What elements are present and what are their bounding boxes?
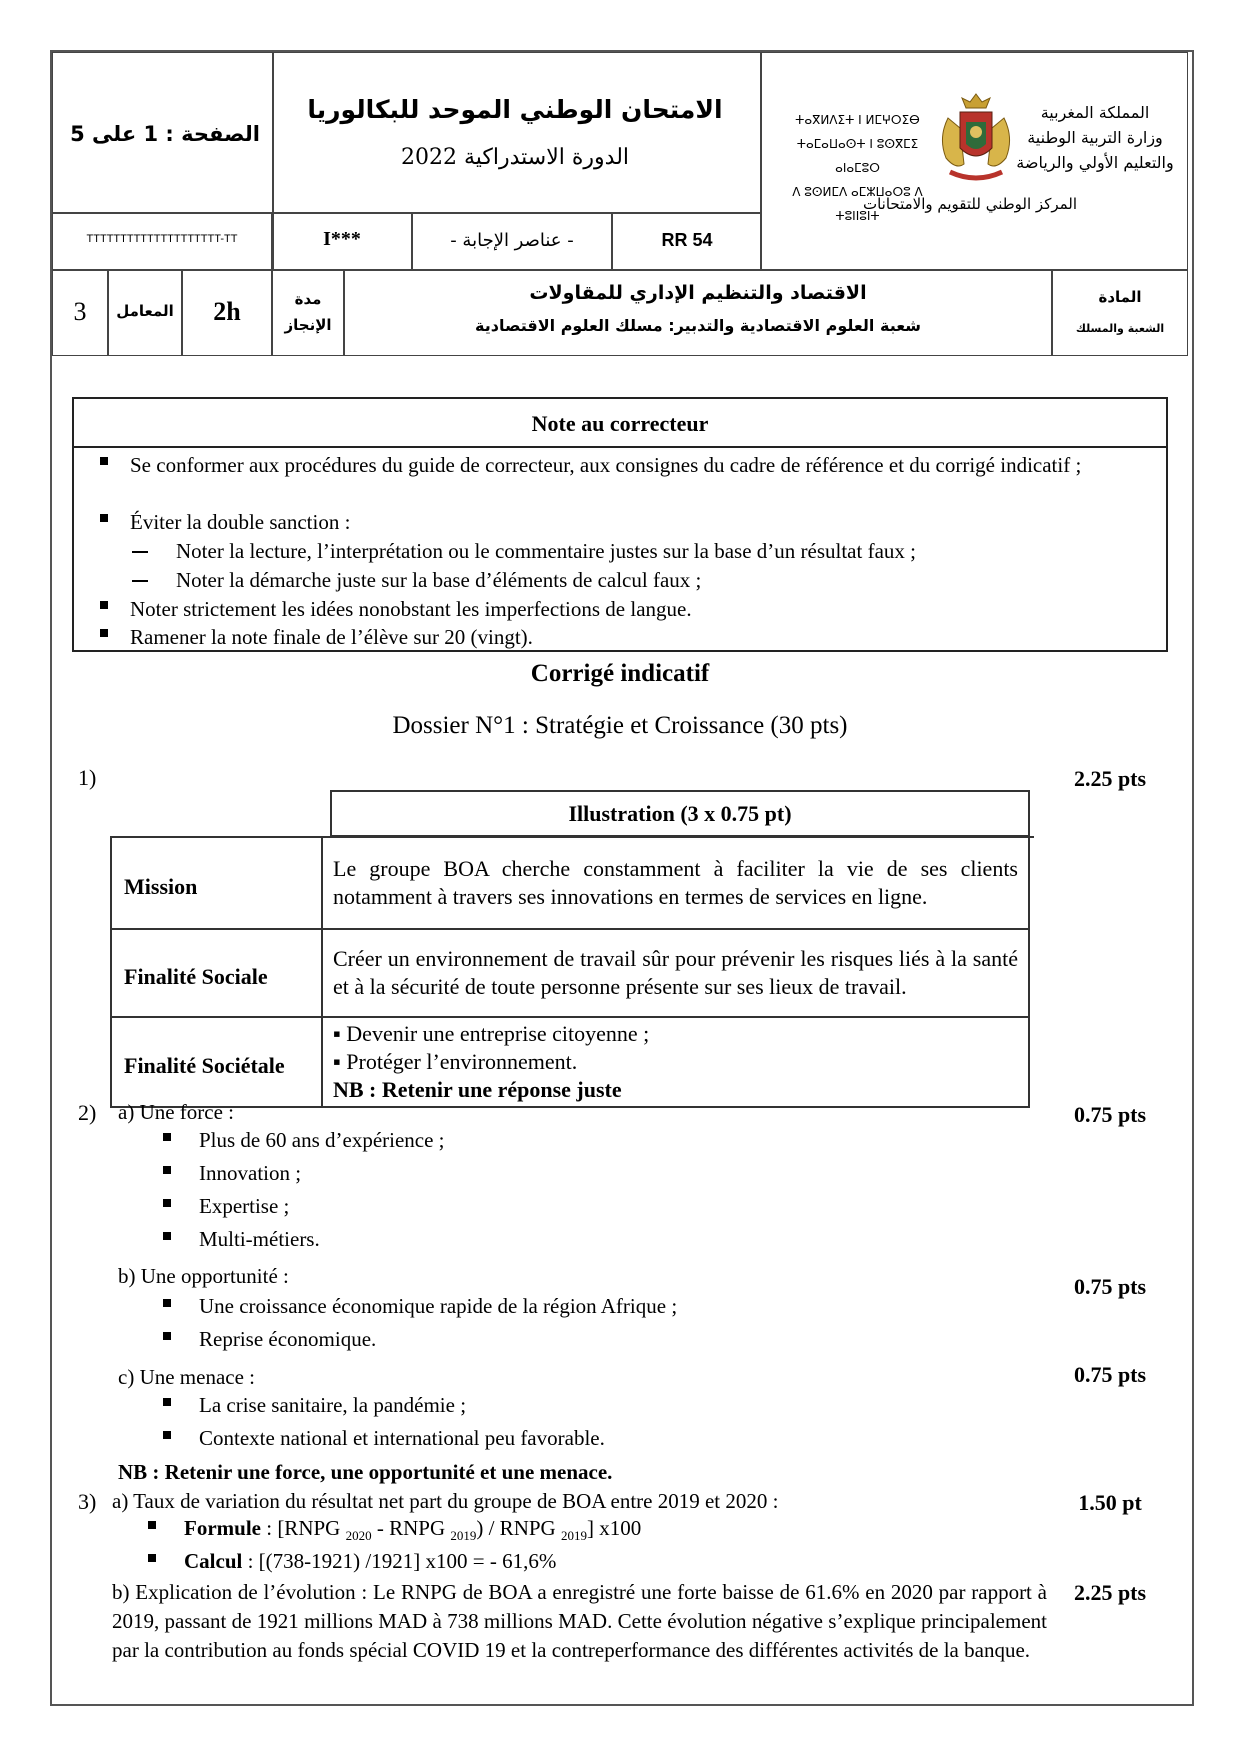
note-item — [100, 623, 1155, 651]
answer-elements-label: - عناصر الإجابة - — [450, 230, 574, 251]
q3-a-points: 1.50 pt — [1078, 1490, 1142, 1515]
q2-number: 2) — [78, 1100, 97, 1125]
subject-name: الاقتصاد والتنظيم الإداري للمقاولات — [529, 282, 867, 304]
row-label: Finalité Sociale — [111, 929, 322, 1017]
table-row — [111, 837, 1029, 929]
note-subitem-text: Noter la démarche juste sur la base d’éléments de calcul faux ; — [176, 568, 702, 592]
q2-c-item — [163, 1426, 605, 1451]
branch-name: شعبة العلوم الاقتصادية والتدبير: مسلك العلوم الاقتصادية — [475, 316, 921, 335]
moroccan-emblem-icon — [930, 88, 1022, 188]
item-text: Innovation ; — [199, 1161, 302, 1185]
row-nb: NB : Retenir une réponse juste — [333, 1077, 622, 1102]
row-text — [322, 1017, 1029, 1107]
formule-part: ] x100 — [586, 1516, 642, 1540]
note-item — [100, 595, 1155, 623]
item-text: La crise sanitaire, la pandémie ; — [199, 1393, 467, 1417]
item-text: Reprise économique. — [199, 1327, 377, 1351]
code-mid: I*** — [323, 228, 361, 250]
tifinagh-line: ⵜⴰⴳⵍⴷⵉⵜ ⵏ ⵍⵎⵖⵔⵉⴱ — [795, 113, 920, 127]
duration-label-line: مدة — [294, 290, 322, 308]
q2-a-item — [163, 1128, 445, 1153]
q3-calcul — [148, 1549, 556, 1574]
page-label: الصفحة : 1 على 5 — [70, 122, 260, 146]
q2-b-item — [163, 1294, 677, 1319]
row-label: Finalité Sociétale — [111, 1017, 322, 1107]
note-item — [100, 451, 1155, 479]
note-subitem — [130, 537, 1155, 565]
row-label: Mission — [111, 837, 322, 929]
note-title: Note au correcteur — [531, 411, 709, 436]
row-text: Créer un environnement de travail sûr pour prévenir les risques liés à la santé et à la sécurité de toute personne présente sur ses lieux de travail. — [322, 929, 1029, 1017]
q3-b-points: 2.25 pts — [1073, 1580, 1147, 1605]
q3-a-label: a) Taux de variation du résultat net part du groupe de BOA entre 2019 et 2020 : — [112, 1489, 779, 1513]
q2-c-item — [163, 1393, 466, 1418]
formule-part: ) / RNPG — [476, 1516, 561, 1540]
dossier-title: Dossier N°1 : Stratégie et Croissance (30 pts) — [392, 712, 848, 739]
formule-sub: 2019 — [560, 1528, 587, 1544]
item-text: Multi-métiers. — [199, 1227, 320, 1251]
formule-sub: 2020 — [345, 1528, 372, 1544]
note-item-text: Se conformer aux procédures du guide de correcteur, aux consignes du cadre de référence et du corrigé indicatif ; — [130, 453, 1082, 477]
coef-value: 3 — [73, 297, 87, 326]
note-item-text: Noter strictement les idées nonobstant les imperfections de langue. — [130, 597, 692, 621]
divider — [72, 446, 1168, 448]
q2-c-points: 0.75 pts — [1073, 1362, 1147, 1387]
q2-a-item — [163, 1194, 289, 1219]
duration-value: 2h — [213, 297, 241, 326]
q1-table-header-text: Illustration (3 x 0.75 pt) — [568, 801, 792, 826]
table-row — [111, 929, 1029, 1017]
subject-label-cell — [1052, 270, 1188, 356]
item-text: Expertise ; — [199, 1194, 290, 1218]
q1-table — [110, 836, 1030, 1108]
formule-label: Formule — [184, 1516, 261, 1540]
coef-label: المعامل — [116, 302, 174, 320]
code-left: TTTTTTTTTTTTTTTTTTTT-TT — [86, 233, 238, 245]
note-subitem-text: Noter la lecture, l’interprétation ou le commentaire justes sur la base d’un résultat faux ; — [176, 539, 916, 563]
q3-b-text: b) Explication de l’évolution : Le RNPG de BOA a enregistré une forte baisse de 61.6% en 2020 par rapport à 2019, passant de 1921 millions MAD à 738 millions MAD. Cette évolution négative s’explique principalement par la contribution au fonds spécial COVID 19 et la contreperformance des différentes activités de la banque. — [112, 1580, 1047, 1662]
q2-c-label: c) Une menace : — [118, 1365, 256, 1389]
q1-number: 1) — [78, 765, 97, 790]
ministry-tifinagh — [775, 108, 940, 228]
item-text: Contexte national et international peu favorable. — [199, 1426, 605, 1450]
branch-label: الشعبة والمسلك — [1075, 322, 1165, 335]
note-item-text: Éviter la double sanction : — [130, 510, 351, 534]
row-line: ▪ Devenir une entreprise citoyenne ; — [333, 1021, 650, 1046]
q2-a-item — [163, 1227, 320, 1252]
q2-b-label: b) Une opportunité : — [118, 1264, 289, 1288]
note-item-text: Ramener la note finale de l’élève sur 20 (vingt). — [130, 625, 533, 649]
item-text: Plus de 60 ans d’expérience ; — [199, 1128, 445, 1152]
code-right: RR 54 — [661, 230, 713, 250]
corrige-title: Corrigé indicatif — [530, 660, 710, 687]
session-label: الدورة الاستدراكية 2022 — [400, 145, 630, 170]
q2-a-label: a) Une force : — [118, 1100, 235, 1124]
calcul-label: Calcul — [184, 1549, 243, 1573]
q2-nb: NB : Retenir une force, une opportunité et une menace. — [118, 1460, 613, 1484]
ministry-line: المملكة المغربية — [1040, 103, 1150, 122]
ministry-line: والتعليم الأولي والرياضة — [1016, 153, 1174, 172]
formule-sub: 2019 — [450, 1528, 477, 1544]
ministry-line: وزارة التربية الوطنية — [1027, 128, 1163, 147]
q2-b-points: 0.75 pts — [1073, 1274, 1147, 1299]
exam-title: الامتحان الوطني الموحد للبكالوريا — [307, 95, 723, 124]
note-item — [100, 508, 1155, 536]
formule-part: : [RNPG — [260, 1516, 346, 1540]
note-subitem — [130, 566, 1155, 594]
q2-a-points: 0.75 pts — [1073, 1102, 1147, 1127]
row-text: Le groupe BOA cherche constamment à faciliter la vie de ses clients notamment à travers ses innovations en termes de services en ligne. — [322, 837, 1029, 929]
q1-points: 2.25 pts — [1073, 766, 1147, 791]
q1-table-header — [330, 790, 1030, 837]
tifinagh-line: ⵜⴰⵎⴰⵡⴰⵙⵜ ⵏ ⵓⵙⴳⵎⵉ ⴰⵏⴰⵎⵓⵔ — [796, 137, 919, 175]
exam-center-label: المركز الوطني للتقويم والامتحانات — [862, 195, 1078, 213]
duration-label — [272, 286, 344, 338]
table-row — [111, 1017, 1029, 1107]
tifinagh-line: ⴷ ⵓⵙⵍⵎⴷ ⴰⵎⵣⵡⴰⵔⵓ ⴷ ⵜⵓⵏⵏⵓⵏⵜ — [792, 185, 923, 223]
duration-label-line: الإنجاز — [284, 316, 332, 334]
q3-formule — [148, 1516, 641, 1544]
row-line: ▪ Protéger l’environnement. — [333, 1049, 578, 1074]
q3-number: 3) — [78, 1489, 97, 1514]
item-text: Une croissance économique rapide de la région Afrique ; — [199, 1294, 678, 1318]
formule-part: - RNPG — [371, 1516, 451, 1540]
subject-label: المادة — [1098, 288, 1142, 306]
q2-b-item — [163, 1327, 376, 1352]
calcul-text: : [(738-1921) /1921] x100 = - 61,6% — [242, 1549, 557, 1573]
ministry-arabic — [1010, 100, 1180, 175]
q2-a-item — [163, 1161, 301, 1186]
